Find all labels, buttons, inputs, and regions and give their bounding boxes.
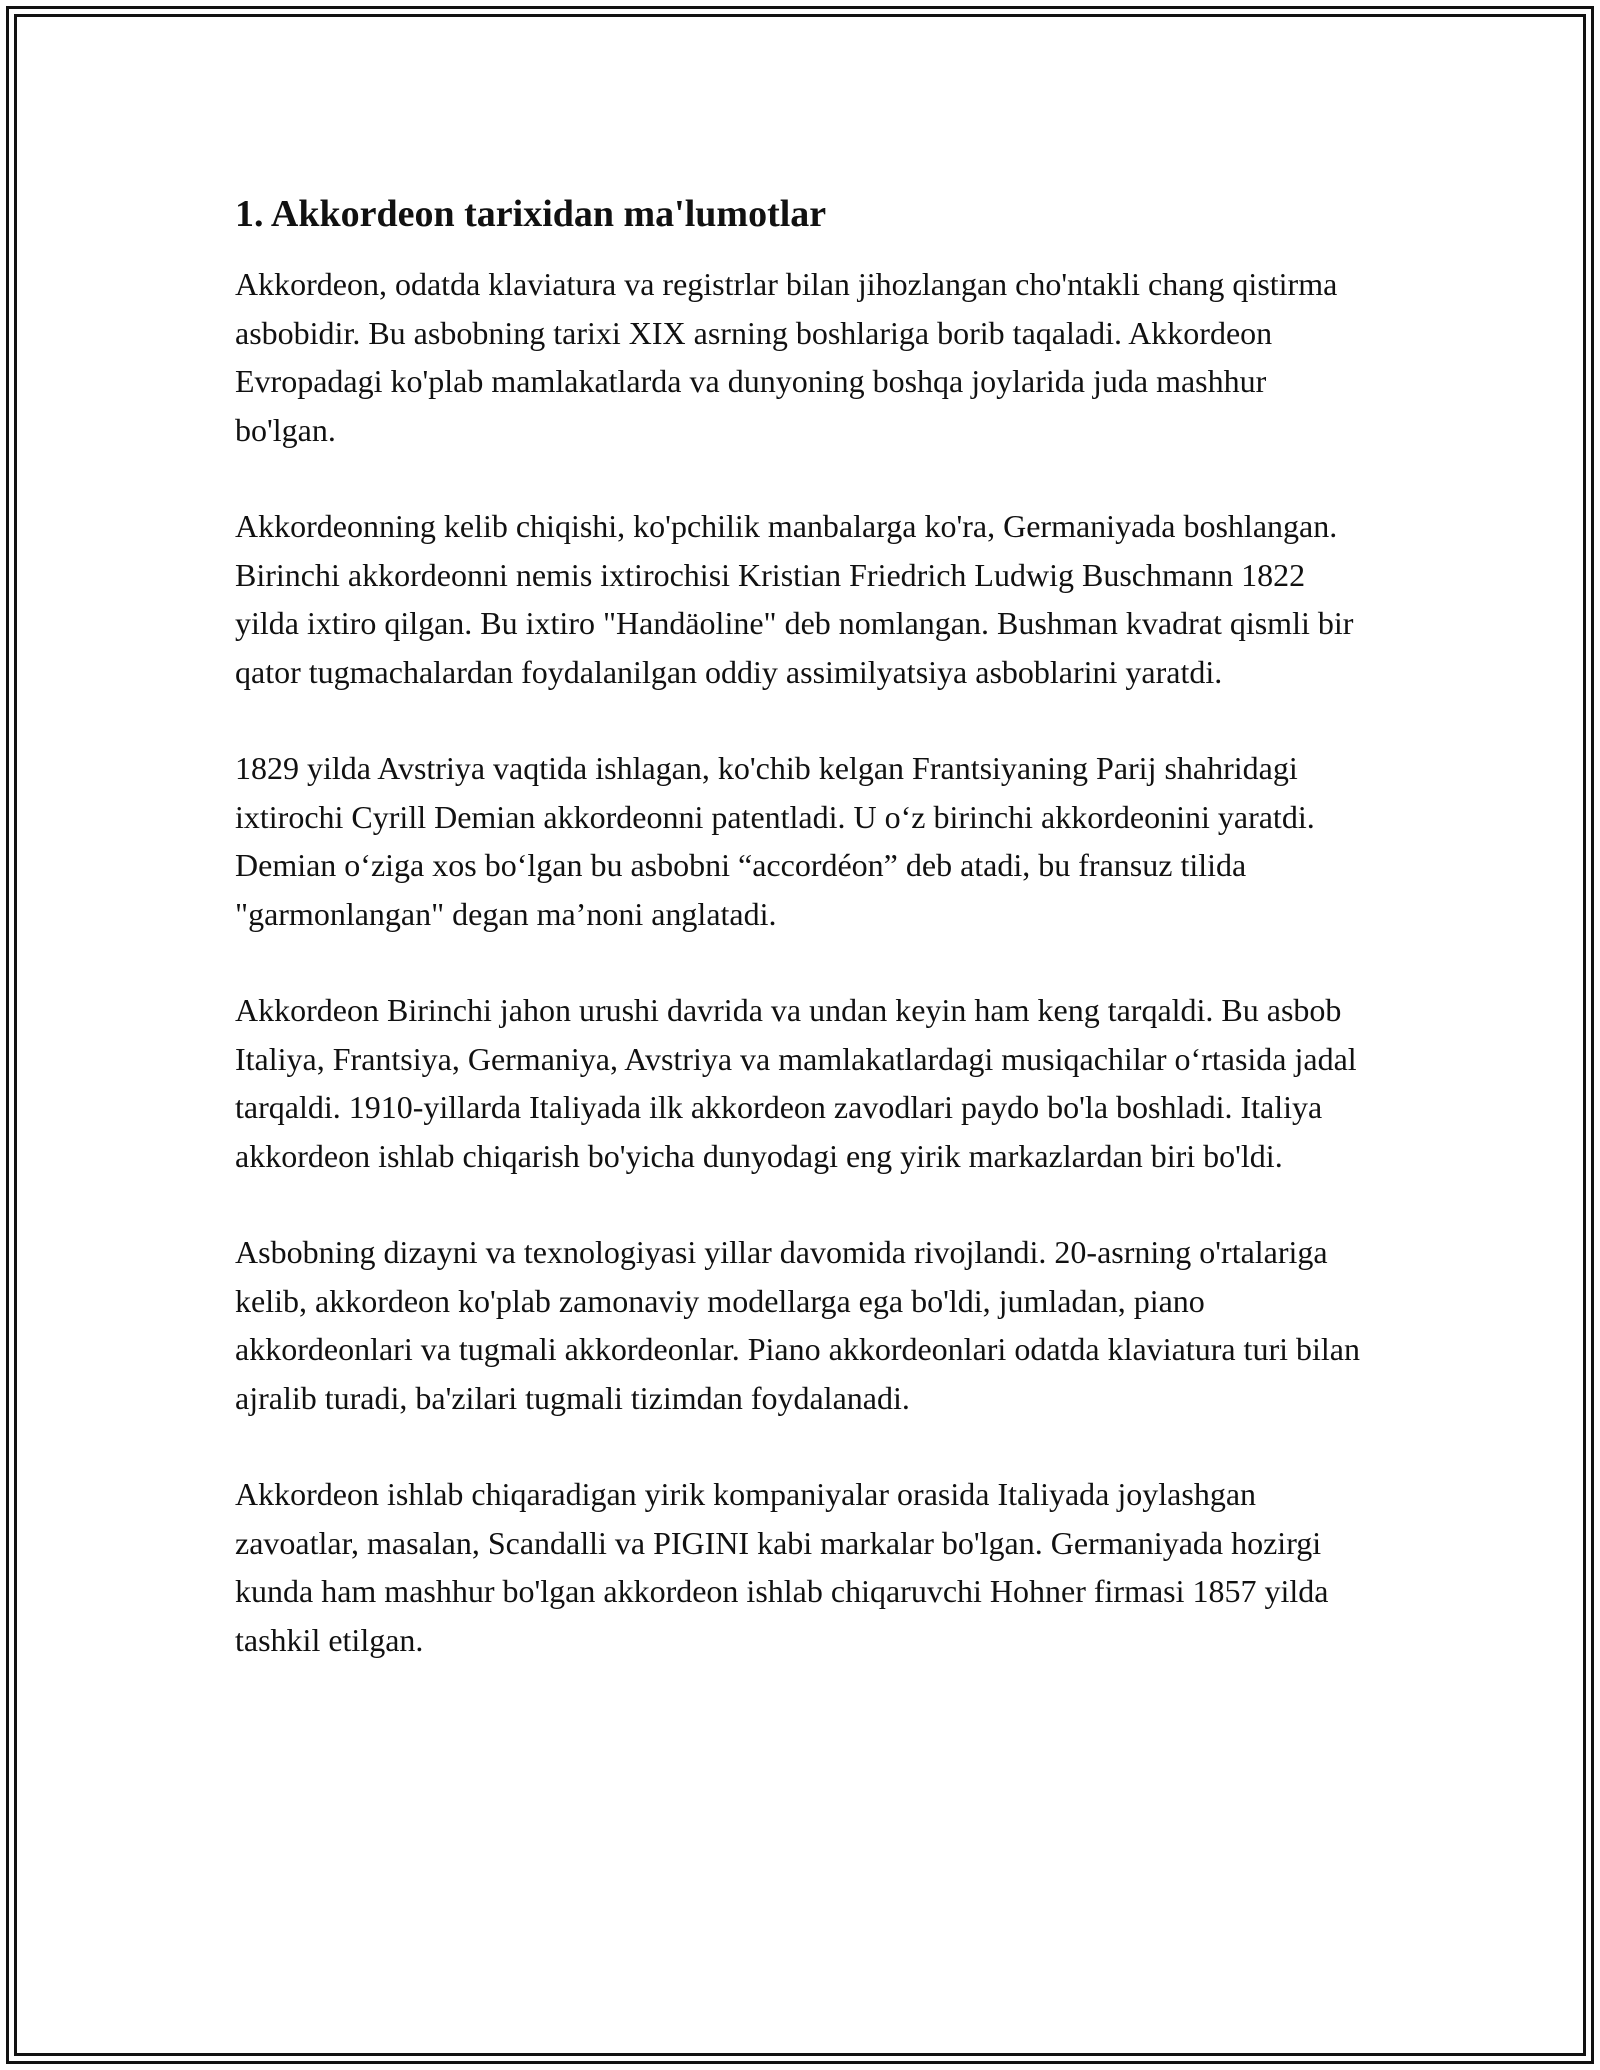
paragraph-5: Asbobning dizayni va texnologiyasi yillar davomida rivojlandi. 20-asrning o'rtalariga kelib, akkordeon ko'plab zamonaviy modellarga ega bo'ldi, jumladan, piano akkordeonlari va tugmali akkordeonlar. Piano akkordeonlari odatda klaviatura turi bilan ajralib turadi, ba'zilari tugmali tizimdan foydalanadi.	[235, 1234, 1360, 1416]
paragraph-3: 1829 yilda Avstriya vaqtida ishlagan, ko'chib kelgan Frantsiyaning Parij shahridagi ixtirochi Cyrill Demian akkordeonni patentladi. U o‘z birinchi akkordeonini yaratdi. Demian o‘ziga xos bo‘lgan bu asbobni “accordéon” deb atadi, bu fransuz tilida "garmonlangan" degan ma’noni anglatadi.	[235, 750, 1315, 932]
document-body	[235, 188, 1375, 1712]
paragraph-1: Akkordeon, odatda klaviatura va registrlar bilan jihozlangan cho'ntakli chang qistirma asbobidir. Bu asbobning tarixi XIX asrning boshlariga borib taqaladi. Akkordeon Evropadagi ko'plab mamlakatlarda va dunyoning boshqa joylarida juda mashhur bo'lgan.	[235, 266, 1338, 448]
paragraph-2: Akkordeonning kelib chiqishi, ko'pchilik manbalarga ko'ra, Germaniyada boshlangan. Birinchi akkordeonni nemis ixtirochisi Kristian Friedrich Ludwig Buschmann 1822 yilda ixtiro qilgan. Bu ixtiro "Handäoline" deb nomlangan. Bushman kvadrat qismli bir qator tugmachalardan foydalanilgan oddiy assimilyatsiya asboblarini yaratdi.	[235, 508, 1354, 690]
paragraph-6: Akkordeon ishlab chiqaradigan yirik kompaniyalar orasida Italiyada joylashgan zavoatlar, masalan, Scandalli va PIGINI kabi markalar bo'lgan. Germaniyada hozirgi kunda ham mashhur bo'lgan akkordeon ishlab chiqaruvchi Hohner firmasi 1857 yilda tashkil etilgan.	[235, 1476, 1329, 1658]
section-heading: 1. Akkordeon tarixidan ma'lumotlar	[235, 193, 827, 235]
paragraph-4: Akkordeon Birinchi jahon urushi davrida va undan keyin ham keng tarqaldi. Bu asbob Italiya, Frantsiya, Germaniya, Avstriya va mamlakatlardagi musiqachilar o‘rtasida jadal tarqaldi. 1910-yillarda Italiyada ilk akkordeon zavodlari paydo bo'la boshladi. Italiya akkordeon ishlab chiqarish bo'yicha dunyodagi eng yirik markazlardan biri bo'ldi.	[235, 992, 1357, 1174]
